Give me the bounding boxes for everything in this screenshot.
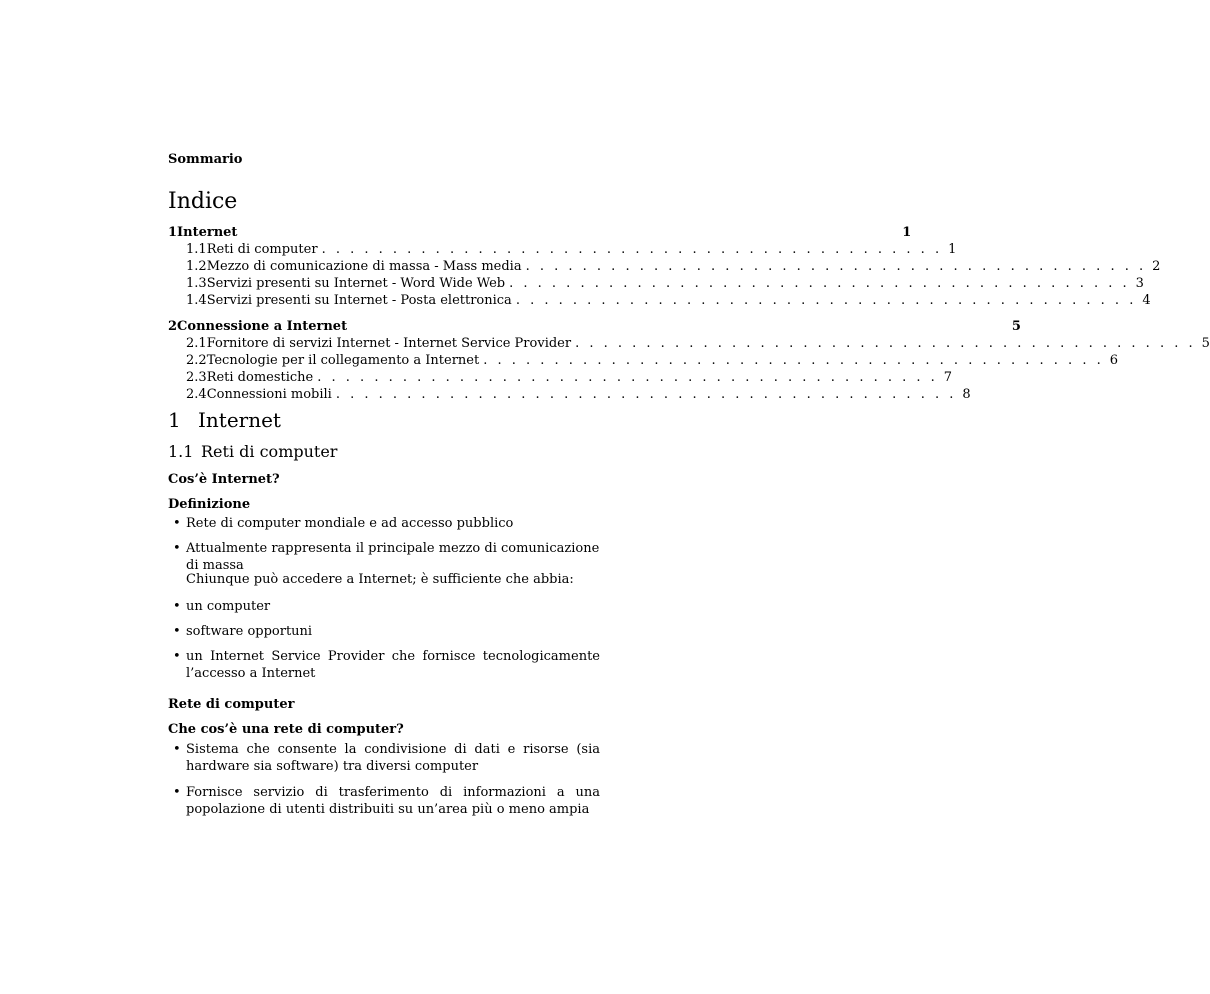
toc-number: 2 <box>168 319 178 334</box>
toc-entry-1-2[interactable] <box>168 258 1161 275</box>
list-item: • un computer <box>168 598 600 615</box>
toc-leader: . . . . . . . . . . . . . . . . . . . . . . . . . . . . . . . . . . . . . . . . . . . . <box>525 259 1147 274</box>
toc-number: 1.4 <box>186 293 207 308</box>
toc-page: 6 <box>1109 353 1118 368</box>
list-item: • Attualmente rappresenta il principale mezzo di comunicazione di massa <box>168 540 600 574</box>
list-item: • software opportuni <box>168 623 600 640</box>
toc-leader: . . . . . . . . . . . . . . . . . . . . . . . . . . . . . . . . . . . . . . . . . . . . <box>321 242 943 257</box>
toc-page: 4 <box>1142 293 1151 308</box>
toc-leader: . . . . . . . . . . . . . . . . . . . . . . . . . . . . . . . . . . . . . . . . . . . . <box>483 353 1104 368</box>
toc-page: 1 <box>948 242 957 257</box>
toc-number: 2.1 <box>186 336 207 351</box>
toc-leader: . . . . . . . . . . . . . . . . . . . . . . . . . . . . . . . . . . . . . . . . . . . . <box>335 387 957 402</box>
toc-page: 3 <box>1135 276 1144 291</box>
network-heading: Rete di computer <box>168 697 295 712</box>
access-intro: Chiunque può accedere a Internet; è sufficiente che abbia: <box>186 572 574 587</box>
section-heading <box>168 408 281 432</box>
toc-entry-title: Connessione a Internet <box>177 319 348 334</box>
section-number: 1 <box>168 408 181 432</box>
toc-entry-title: Servizi presenti su Internet - Word Wide Web <box>206 276 506 291</box>
access-list <box>168 598 600 682</box>
toc-entry-2-3[interactable] <box>168 369 953 386</box>
subsection-heading <box>168 442 337 461</box>
toc-page: 1 <box>902 225 912 240</box>
toc-entry-1-4[interactable] <box>168 292 1151 309</box>
toc-entry-title: Internet <box>177 225 238 240</box>
toc-entry-title: Connessioni mobili <box>206 387 332 402</box>
toc-leader: . . . . . . . . . . . . . . . . . . . . . . . . . . . . . . . . . . . . . . . . . . . . <box>317 370 938 385</box>
toc-entry-title: Mezzo di comunicazione di massa - Mass media <box>206 259 522 274</box>
toc-entry-2-2[interactable] <box>168 352 1118 369</box>
list-item: • Sistema che consente la condivisione di dati e risorse (sia hardware sia software) tra diversi computer <box>168 741 600 775</box>
toc-page: 7 <box>943 370 953 385</box>
toc-entry-1-1[interactable] <box>168 241 957 258</box>
toc-number: 2.4 <box>186 387 207 402</box>
definition-list <box>168 515 600 574</box>
toc-entry-title: Reti domestiche <box>206 370 314 385</box>
abstract-label: Sommario <box>168 152 243 167</box>
toc-entry-2[interactable] <box>168 318 1021 335</box>
section-title: Internet <box>198 408 281 432</box>
toc-entry-title: Tecnologie per il collegamento a Internet <box>206 353 480 368</box>
toc-section <box>168 224 1161 309</box>
toc-number: 1.3 <box>186 276 207 291</box>
toc-page: 2 <box>1152 259 1161 274</box>
list-item: • Fornisce servizio di trasferimento di informazioni a una popolazione di utenti distribuiti su un’area più o meno ampia <box>168 784 600 818</box>
toc-entry-title: Fornitore di servizi Internet - Internet Service Provider <box>206 336 572 351</box>
toc-page: 5 <box>1201 336 1210 351</box>
question-heading: Che cos’è una rete di computer? <box>168 722 404 737</box>
subsection-title: Reti di computer <box>201 442 338 461</box>
definition-heading: Definizione <box>168 497 251 512</box>
toc-number: 1.1 <box>186 242 207 257</box>
list-item: • un Internet Service Provider che fornisce tecnologicamente l’accesso a Internet <box>168 648 600 682</box>
subsection-number: 1.1 <box>168 442 194 461</box>
toc-entry-title: Reti di computer <box>206 242 318 257</box>
toc-entry-2-1[interactable] <box>168 335 1210 352</box>
toc-section <box>168 318 1210 403</box>
toc-page: 5 <box>1011 319 1021 334</box>
toc-number: 1.2 <box>186 259 207 274</box>
toc-page: 8 <box>962 387 971 402</box>
toc-leader: . . . . . . . . . . . . . . . . . . . . . . . . . . . . . . . . . . . . . . . . . . . . <box>515 293 1137 308</box>
toc-number: 1 <box>168 225 178 240</box>
toc-title: Indice <box>168 189 238 214</box>
toc-number: 2.2 <box>186 353 207 368</box>
toc-leader: . . . . . . . . . . . . . . . . . . . . . . . . . . . . . . . . . . . . . . . . . . . . <box>575 336 1196 351</box>
list-item: • Rete di computer mondiale e ad accesso pubblico <box>168 515 600 532</box>
table-of-contents <box>168 224 1210 412</box>
toc-entry-1[interactable] <box>168 224 912 241</box>
question-heading: Cos’è Internet? <box>168 472 280 487</box>
toc-number: 2.3 <box>186 370 207 385</box>
network-list <box>168 741 600 818</box>
toc-entry-1-3[interactable] <box>168 275 1144 292</box>
toc-leader: . . . . . . . . . . . . . . . . . . . . . . . . . . . . . . . . . . . . . . . . . . . . <box>509 276 1130 291</box>
toc-entry-2-4[interactable] <box>168 386 971 403</box>
toc-entry-title: Servizi presenti su Internet - Posta elettronica <box>206 293 512 308</box>
